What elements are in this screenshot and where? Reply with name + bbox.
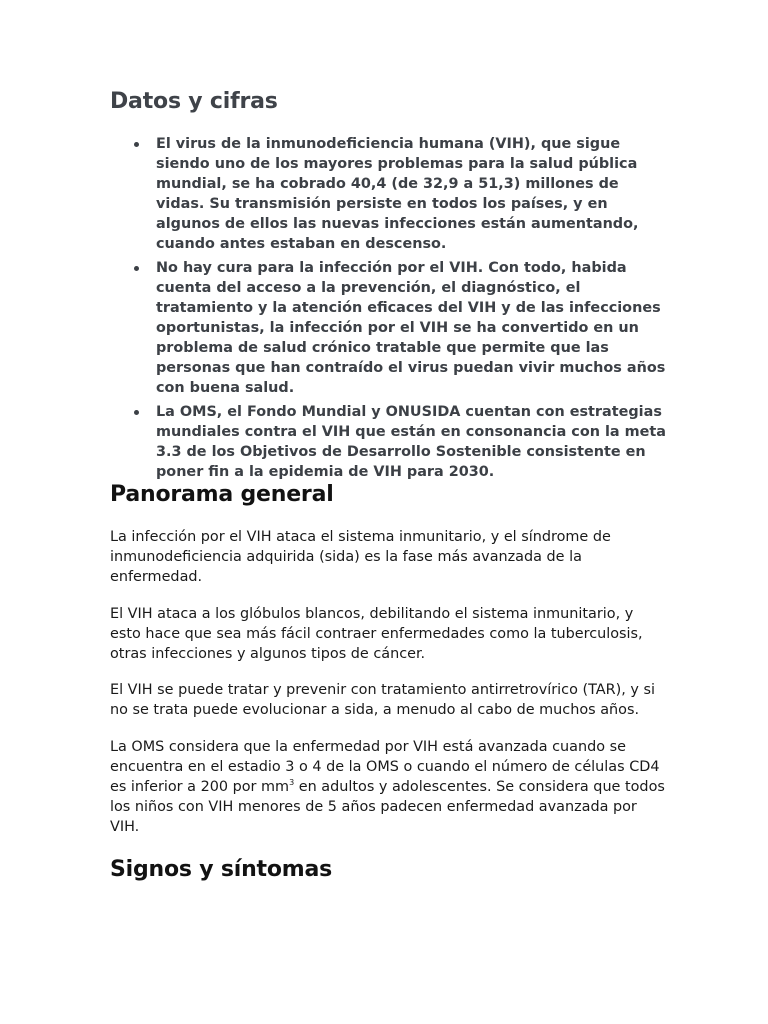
superscript: 3 (289, 778, 295, 787)
heading-panorama-general: Panorama general (110, 482, 334, 507)
paragraph (110, 737, 666, 837)
list-item: El virus de la inmunodeficiencia humana (VIH), que sigue siendo uno de los mayores problemas para la salud pública mundial, se ha cobrado 40,4 (de 32,9 a 51,3) millones de vidas. Su transmisión persiste en todos los países, y en algunos de ellos las nuevas infecciones están aumentando, cuando antes estaban en descenso. (156, 134, 666, 254)
paragraph: La infección por el VIH ataca el sistema inmunitario, y el síndrome de inmunodeficiencia adquirida (sida) es la fase más avanzada de la enfermedad. (110, 529, 611, 585)
key-facts-list (110, 134, 666, 486)
list-item: No hay cura para la infección por el VIH. Con todo, habida cuenta del acceso a la prevención, el diagnóstico, el tratamiento y la atención eficaces del VIH y de las infecciones oportunistas, la infección por el VIH se ha convertido en un problema de salud crónico tratable que permite que las personas que han contraído el virus puedan vivir muchos años con buena salud. (156, 260, 666, 396)
paragraph: El VIH se puede tratar y prevenir con tratamiento antirretrovírico (TAR), y si no se trata puede evolucionar a sida, a menudo al cabo de muchos años. (110, 682, 655, 718)
heading-signos-y-sintomas: Signos y síntomas (110, 857, 333, 882)
paragraph-text: en adultos y adolescentes. Se considera que todos los niños con VIH menores de 5 años padecen enfermedad avanzada por VIH. (110, 779, 665, 835)
paragraph-text: La OMS considera que la enfermedad por VIH está avanzada cuando se encuentra en el estadio 3 o 4 de la OMS o cuando el número de células CD4 es inferior a 200 por mm (110, 739, 660, 795)
list-item: La OMS, el Fondo Mundial y ONUSIDA cuentan con estrategias mundiales contra el VIH que están en consonancia con la meta 3.3 de los Objetivos de Desarrollo Sostenible consistente en poner fin a la epidemia de VIH para 2030. (156, 404, 666, 480)
paragraph: El VIH ataca a los glóbulos blancos, debilitando el sistema inmunitario, y esto hace que sea más fácil contraer enfermedades como la tuberculosis, otras infecciones y algunos tipos de cáncer. (110, 606, 643, 662)
heading-datos-y-cifras: Datos y cifras (110, 89, 278, 114)
